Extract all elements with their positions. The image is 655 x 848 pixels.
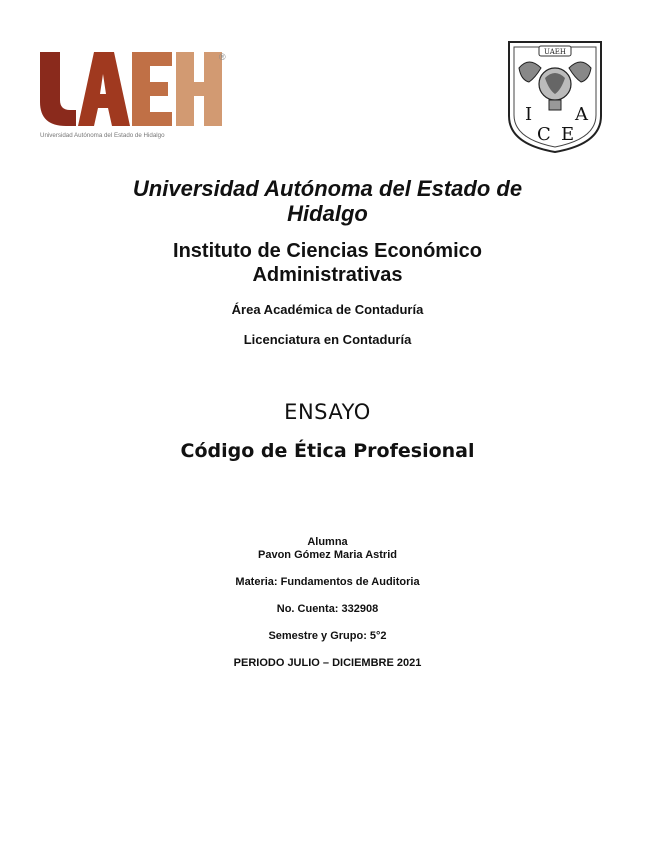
icea-seal — [505, 38, 605, 154]
subject-line: Materia: Fundamentos de Auditoria — [235, 576, 420, 588]
document-title: Código de Ética Profesional — [180, 440, 475, 462]
period-line: PERIODO JULIO – DICIEMBRE 2021 — [233, 657, 422, 669]
uaeh-logo-caption: Universidad Autónoma del Estado de Hidalgo — [40, 132, 165, 139]
academic-area: Área Académica de Contaduría — [231, 302, 424, 317]
institute-title: Instituto de Ciencias Económico Administrativas — [173, 240, 482, 286]
student-name: Pavon Gómez Maria Astrid — [258, 549, 397, 561]
seal-banner-text: UAEH — [544, 48, 566, 56]
document-type: ENSAYO — [284, 400, 371, 424]
seal-letter-i: I — [525, 104, 533, 125]
student-label: Alumna — [307, 536, 348, 548]
semester-group: Semestre y Grupo: 5°2 — [268, 630, 387, 642]
degree-program: Licenciatura en Contaduría — [243, 332, 412, 347]
account-number: No. Cuenta: 332908 — [276, 603, 379, 615]
seal-letter-c: C — [537, 124, 551, 145]
university-title: Universidad Autónoma del Estado de Hidalgo — [132, 176, 523, 226]
seal-letter-a: A — [575, 104, 588, 125]
uaeh-logo — [36, 44, 226, 144]
registered-mark: ® — [219, 52, 226, 62]
seal-letter-e: E — [561, 124, 575, 145]
